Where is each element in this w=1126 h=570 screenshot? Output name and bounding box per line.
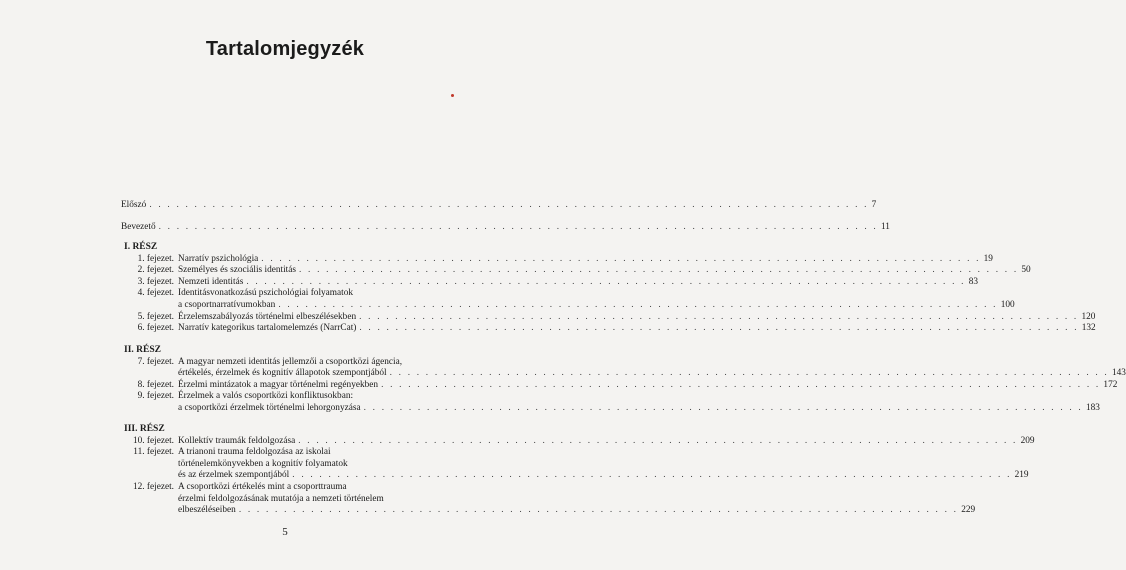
chapter-title: A trianoni trauma feldolgozása az iskolai [178, 447, 331, 458]
chapter-number: 11. fejezet. [133, 447, 174, 458]
part-heading: I. RÉSZ [124, 242, 158, 252]
part-3 [121, 424, 1035, 517]
page-number: 5 [282, 526, 288, 538]
chapter-title: Narratív pszichológia [178, 253, 259, 264]
chapter-title: és az érzelmek szempontjából [178, 470, 290, 481]
leader-dots: . . . . . . . . . . . . . . . . . . . . . . . . . . . . . . . . . . . . . . . . . . . . . . . . . . . . . . . . . . . . . . . . . . . . . . . . . . . . . . . . [363, 402, 1083, 413]
page-ref: 219 [1014, 470, 1029, 481]
chapter-number: 1. fejezet. [137, 253, 174, 264]
chapter-title-line [121, 494, 431, 506]
toc-entry[interactable] [121, 435, 1035, 448]
entry-title: Előszó [121, 200, 147, 210]
page-ref: 143 [1111, 368, 1126, 379]
chapter-title: elbeszéléseiben [178, 505, 236, 516]
toc-entry[interactable] [121, 276, 978, 289]
page-ref: 50 [1021, 265, 1031, 276]
leader-dots: . . . . . . . . . . . . . . . . . . . . . . . . . . . . . . . . . . . . . . . . . . . . . . . . . . . . . . . . . . . . . . . . . . . . . . . . . . . . . . . . [389, 368, 1109, 379]
toc-entry[interactable] [121, 253, 993, 266]
leader-dots: . . . . . . . . . . . . . . . . . . . . . . . . . . . . . . . . . . . . . . . . . . . . . . . . . . . . . . . . . . . . . . . . . . . . . . . . . . . . . . . . [359, 311, 1079, 322]
chapter-title-line [121, 459, 431, 471]
red-dot-mark [451, 94, 454, 97]
leader-dots: . . . . . . . . . . . . . . . . . . . . . . . . . . . . . . . . . . . . . . . . . . . . . . . . . . . . . . . . . . . . . . . . . . . . . . . . . . . . . . . . [149, 200, 869, 210]
part-2 [121, 345, 1126, 415]
chapter-title: Kollektív traumák feldolgozása [178, 435, 296, 446]
toc-entry[interactable] [121, 221, 890, 234]
leader-dots: . . . . . . . . . . . . . . . . . . . . . . . . . . . . . . . . . . . . . . . . . . . . . . . . . . . . . . . . . . . . . . . . . . . . . . . . . . . . . . . . [292, 470, 1012, 481]
chapter-title-line [121, 482, 431, 494]
leader-dots: . . . . . . . . . . . . . . . . . . . . . . . . . . . . . . . . . . . . . . . . . . . . . . . . . . . . . . . . . . . . . . . . . . . . . . . . . . . . . . . . [299, 265, 1019, 276]
toc-entry[interactable] [121, 200, 877, 212]
page-ref: 209 [1020, 435, 1035, 446]
page-ref: 172 [1103, 379, 1118, 390]
leader-dots: . . . . . . . . . . . . . . . . . . . . . . . . . . . . . . . . . . . . . . . . . . . . . . . . . . . . . . . . . . . . . . . . . . . . . . . . . . . . . . . . [278, 299, 998, 310]
chapter-number: 10. fejezet. [132, 435, 174, 446]
chapter-title: Identitásvonatkozású pszichológiai folyamatok [178, 288, 354, 299]
toc-entry[interactable] [121, 470, 1029, 482]
toc-entry[interactable] [121, 299, 1015, 312]
chapter-title: a csoportközi érzelmek történelmi lehorgonyzása [178, 402, 361, 413]
chapter-number: 5. fejezet. [137, 311, 174, 322]
chapter-title-line [121, 357, 431, 369]
chapter-number: 3. fejezet. [137, 276, 174, 287]
entry-title: Bevezető [121, 221, 156, 232]
chapter-title-line [121, 447, 431, 459]
page-ref: 183 [1085, 402, 1100, 413]
toc-entry[interactable] [121, 402, 1100, 415]
leader-dots: . . . . . . . . . . . . . . . . . . . . . . . . . . . . . . . . . . . . . . . . . . . . . . . . . . . . . . . . . . . . . . . . . . . . . . . . . . . . . . . . [298, 435, 1018, 446]
leader-dots: . . . . . . . . . . . . . . . . . . . . . . . . . . . . . . . . . . . . . . . . . . . . . . . . . . . . . . . . . . . . . . . . . . . . . . . . . . . . . . . . [381, 379, 1101, 390]
chapter-title-line [121, 391, 431, 403]
part-1 [121, 242, 1096, 335]
toc-entry[interactable] [121, 505, 976, 517]
chapter-title-line [121, 288, 431, 300]
page-ref: 100 [1000, 299, 1015, 310]
page-ref: 120 [1081, 311, 1096, 322]
chapter-title: Érzelmek a valós csoportközi konfliktusokban: [178, 391, 354, 402]
leader-dots: . . . . . . . . . . . . . . . . . . . . . . . . . . . . . . . . . . . . . . . . . . . . . . . . . . . . . . . . . . . . . . . . . . . . . . . . . . . . . . . . [246, 276, 966, 287]
page-ref: 229 [961, 505, 976, 516]
toc-entry[interactable] [121, 379, 1118, 392]
chapter-title: Narratív kategorikus tartalomelemzés (NarrCat) [178, 323, 357, 334]
chapter-title: érzelmi feldolgozásának mutatója a nemzeti történelem [178, 493, 384, 504]
part-heading: II. RÉSZ [124, 345, 161, 355]
toc-entry[interactable] [121, 368, 1126, 380]
page-ref: 7 [871, 200, 877, 210]
chapter-number: 4. fejezet. [137, 288, 174, 299]
leader-dots: . . . . . . . . . . . . . . . . . . . . . . . . . . . . . . . . . . . . . . . . . . . . . . . . . . . . . . . . . . . . . . . . . . . . . . . . . . . . . . . . [238, 505, 959, 516]
chapter-title: A magyar nemzeti identitás jellemzői a csoportközi ágencia, [178, 356, 403, 367]
chapter-title: a csoportnarratívumokban [178, 299, 276, 310]
leader-dots: . . . . . . . . . . . . . . . . . . . . . . . . . . . . . . . . . . . . . . . . . . . . . . . . . . . . . . . . . . . . . . . . . . . . . . . . . . . . . . . . [359, 323, 1079, 334]
chapter-title: értékelés, érzelmek és kognitív állapotok szempontjából [178, 368, 387, 379]
page-ref: 132 [1081, 323, 1096, 334]
chapter-number: 6. fejezet. [137, 323, 174, 334]
page-ref: 83 [968, 276, 978, 287]
chapter-title: Érzelmi mintázatok a magyar történelmi regényekben [178, 379, 379, 390]
chapter-number: 9. fejezet. [137, 391, 174, 402]
part-heading: III. RÉSZ [124, 424, 165, 434]
page-ref: 11 [880, 221, 890, 232]
chapter-number: 7. fejezet. [137, 356, 174, 367]
chapter-number: 2. fejezet. [137, 265, 174, 276]
toc-entry[interactable] [121, 265, 1031, 277]
page-title: Tartalomjegyzék [205, 38, 365, 60]
chapter-title: Személyes és szociális identitás [178, 265, 296, 276]
chapter-title: történelemkönyvekben a kognitív folyamatok [178, 458, 348, 469]
leader-dots: . . . . . . . . . . . . . . . . . . . . . . . . . . . . . . . . . . . . . . . . . . . . . . . . . . . . . . . . . . . . . . . . . . . . . . . . . . . . . . . . [158, 221, 878, 232]
front-matter [121, 200, 890, 233]
chapter-title: Érzelemszabályozás történelmi elbeszélésekben [178, 311, 357, 322]
chapter-title: A csoportközi értékelés mint a csoporttrauma [178, 481, 347, 492]
chapter-number: 12. fejezet. [132, 481, 174, 492]
toc-entry[interactable] [121, 323, 1096, 335]
toc-entry[interactable] [121, 311, 1096, 324]
leader-dots: . . . . . . . . . . . . . . . . . . . . . . . . . . . . . . . . . . . . . . . . . . . . . . . . . . . . . . . . . . . . . . . . . . . . . . . . . . . . . . . . [261, 253, 981, 264]
chapter-number: 8. fejezet. [137, 379, 174, 390]
chapter-title: Nemzeti identitás [178, 276, 244, 287]
page-ref: 19 [983, 253, 993, 264]
